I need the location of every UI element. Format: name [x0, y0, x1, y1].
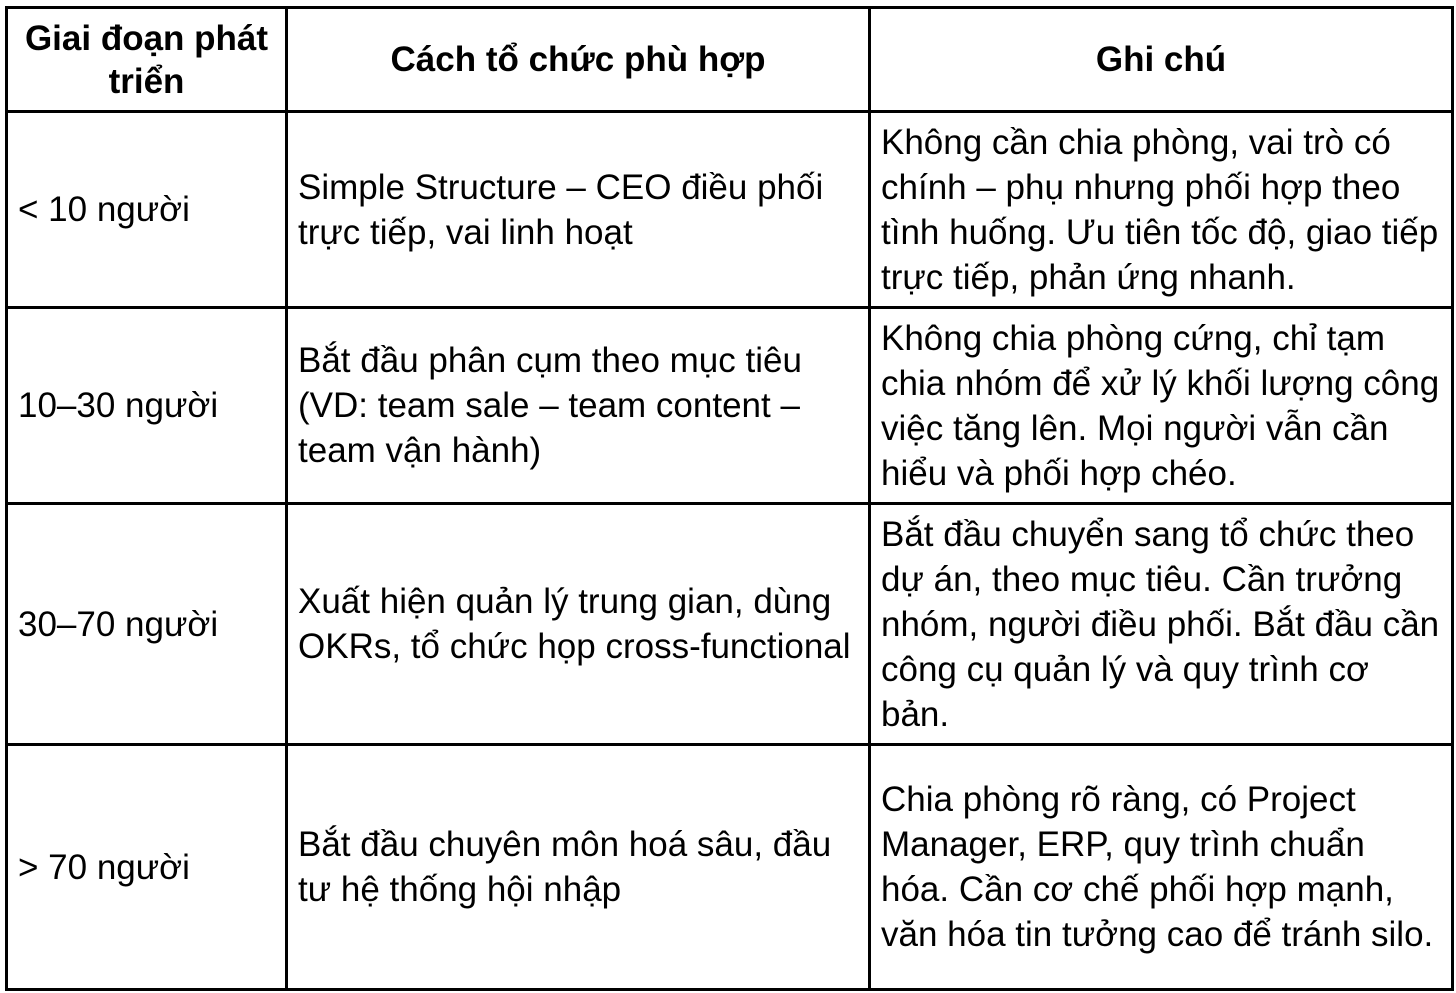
cell-structure: Bắt đầu chuyên môn hoá sâu, đầu tư hệ thống hội nhập	[287, 745, 870, 990]
cell-structure: Bắt đầu phân cụm theo mục tiêu (VD: team sale – team content – team vận hành)	[287, 308, 870, 504]
table-row	[7, 504, 1453, 745]
cell-stage: 10–30 người	[7, 308, 287, 504]
organization-stage-table	[5, 6, 1454, 991]
header-structure: Cách tổ chức phù hợp	[287, 8, 870, 112]
cell-stage: > 70 người	[7, 745, 287, 990]
cell-structure: Simple Structure – CEO điều phối trực tiếp, vai linh hoạt	[287, 112, 870, 308]
cell-stage: 30–70 người	[7, 504, 287, 745]
table-header-row	[7, 8, 1453, 112]
cell-note: Bắt đầu chuyển sang tổ chức theo dự án, theo mục tiêu. Cần trưởng nhóm, người điều phối. Bắt đầu cần công cụ quản lý và quy trình cơ bản.	[870, 504, 1453, 745]
table-row	[7, 308, 1453, 504]
cell-note: Chia phòng rõ ràng, có Project Manager, ERP, quy trình chuẩn hóa. Cần cơ chế phối hợp mạnh, văn hóa tin tưởng cao để tránh silo.	[870, 745, 1453, 990]
header-stage: Giai đoạn phát triển	[7, 8, 287, 112]
cell-stage: < 10 người	[7, 112, 287, 308]
table-row	[7, 112, 1453, 308]
cell-structure: Xuất hiện quản lý trung gian, dùng OKRs, tổ chức họp cross-functional	[287, 504, 870, 745]
cell-note: Không cần chia phòng, vai trò có chính – phụ nhưng phối hợp theo tình huống. Ưu tiên tốc độ, giao tiếp trực tiếp, phản ứng nhanh.	[870, 112, 1453, 308]
table-row	[7, 745, 1453, 990]
cell-note: Không chia phòng cứng, chỉ tạm chia nhóm để xử lý khối lượng công việc tăng lên. Mọi người vẫn cần hiểu và phối hợp chéo.	[870, 308, 1453, 504]
header-note: Ghi chú	[870, 8, 1453, 112]
